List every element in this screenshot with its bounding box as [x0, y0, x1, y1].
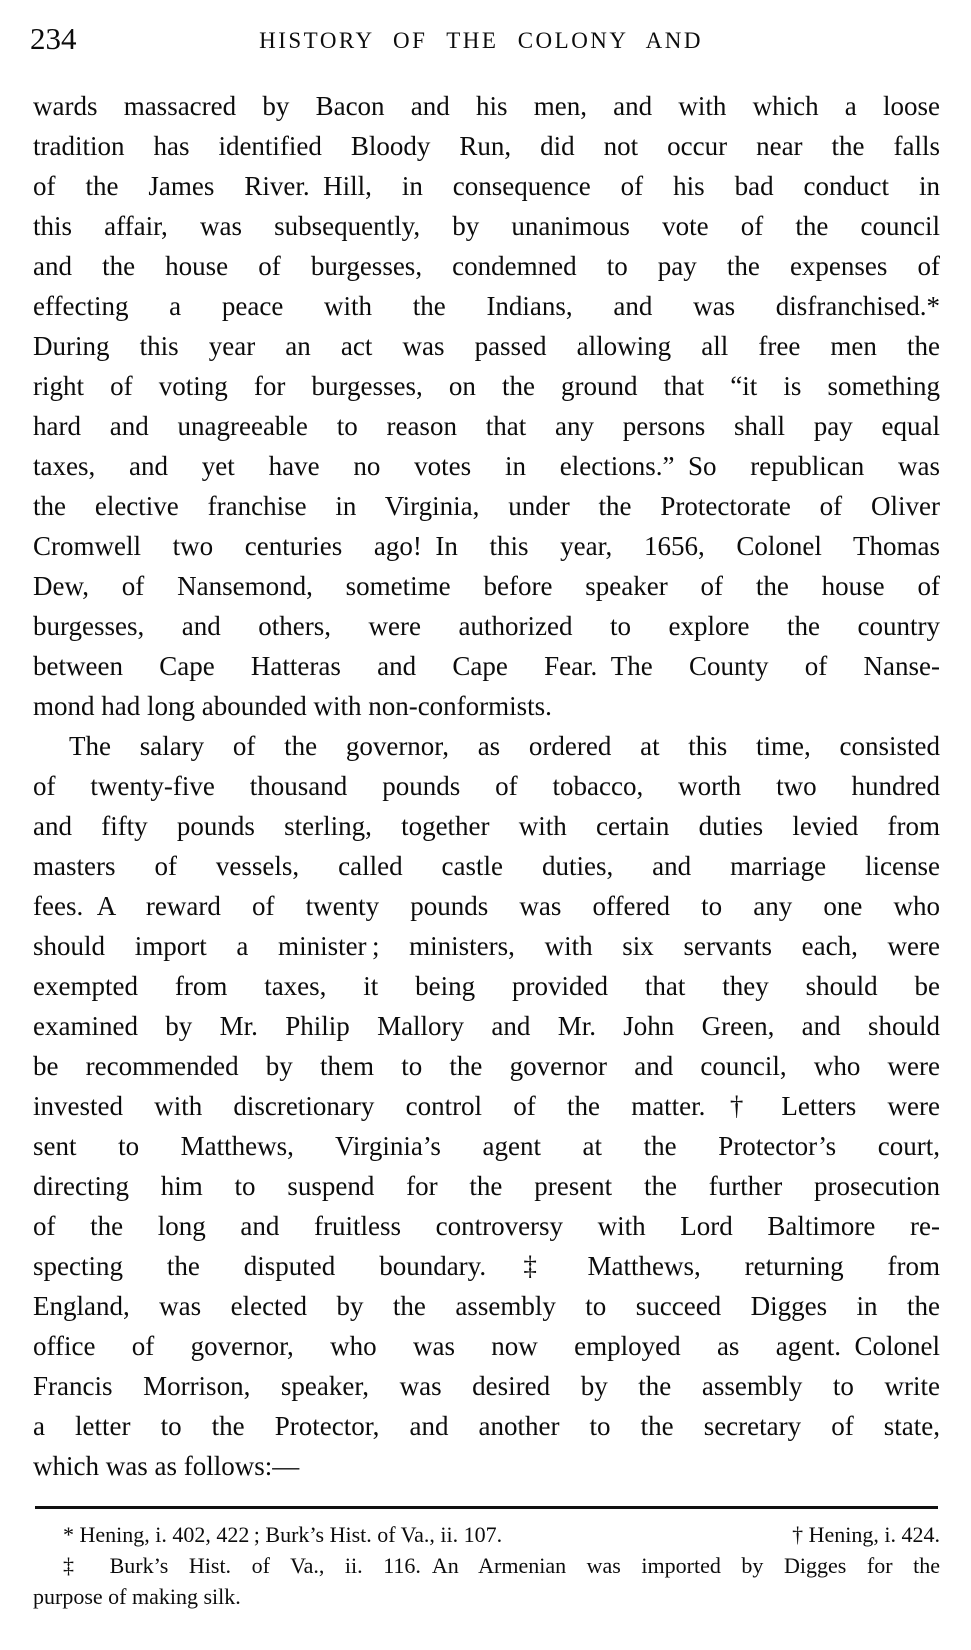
footnote-line: purpose of making silk. [33, 1584, 241, 1609]
body-line: of the long and fruitless controversy with Lord Baltimore re- [33, 1211, 940, 1241]
footnote-asterisk: * Hening, i. 402, 422 ; Burk’s Hist. of Va., ii. 107. [63, 1522, 503, 1547]
body-line: Dew, of Nansemond, sometime before speaker of the house of [33, 571, 940, 601]
running-title: HISTORY OF THE COLONY AND [259, 28, 703, 53]
body-line: and fifty pounds sterling, together with certain duties levied from [33, 811, 940, 841]
body-line: masters of vessels, called castle duties, and marriage license [33, 851, 940, 881]
body-line: be recommended by them to the governor and council, who were [33, 1051, 940, 1081]
body-line: between Cape Hatteras and Cape Fear. The County of Nanse- [33, 651, 940, 681]
body-line: The salary of the governor, as ordered at this time, consisted [69, 731, 940, 761]
body-line: sent to Matthews, Virginia’s agent at the Protector’s court, [33, 1131, 940, 1161]
body-line: wards massacred by Bacon and his men, and with which a loose [33, 91, 940, 121]
body-line: specting the disputed boundary.‡ Matthews, returning from [33, 1251, 940, 1281]
body-line: England, was elected by the assembly to succeed Digges in the [33, 1291, 940, 1321]
body-line: Francis Morrison, speaker, was desired by the assembly to write [33, 1371, 940, 1401]
body-line: right of voting for burgesses, on the ground that “it is something [33, 371, 940, 401]
body-line: fees. A reward of twenty pounds was offered to any one who [33, 891, 940, 921]
page-number: 234 [30, 21, 77, 56]
body-line: Cromwell two centuries ago! In this year, 1656, Colonel Thomas [33, 531, 940, 561]
footnote-divider [35, 1506, 938, 1509]
body-line: taxes, and yet have no votes in elections.” So republican was [33, 451, 940, 481]
body-line: invested with discretionary control of the matter.† Letters were [33, 1091, 940, 1121]
body-line: should import a minister ; ministers, with six servants each, were [33, 931, 940, 961]
body-line: mond had long abounded with non-conformists. [33, 691, 552, 721]
body-line: this affair, was subsequently, by unanimous vote of the council [33, 211, 940, 241]
body-line: which was as follows:— [33, 1451, 300, 1481]
body-line: tradition has identified Bloody Run, did not occur near the falls [33, 131, 940, 161]
footnote-dagger: † Hening, i. 424. [792, 1522, 940, 1547]
body-line: a letter to the Protector, and another to the secretary of state, [33, 1411, 940, 1441]
body-line: During this year an act was passed allowing all free men the [33, 331, 940, 361]
body-line: exempted from taxes, it being provided that they should be [33, 971, 940, 1001]
footnotes [33, 1519, 940, 1612]
body-line: examined by Mr. Philip Mallory and Mr. John Green, and should [33, 1011, 940, 1041]
body-line: of twenty-five thousand pounds of tobacco, worth two hundred [33, 771, 940, 801]
body-line: office of governor, who was now employed as agent. Colonel [33, 1331, 940, 1361]
body-line: of the James River. Hill, in consequence of his bad conduct in [33, 171, 940, 201]
body-line: burgesses, and others, were authorized to explore the country [33, 611, 940, 641]
body-line: directing him to suspend for the present the further prosecution [33, 1171, 940, 1201]
body-line: hard and unagreeable to reason that any persons shall pay equal [33, 411, 940, 441]
body-line: the elective franchise in Virginia, under the Protectorate of Oliver [33, 491, 940, 521]
page-header [0, 22, 971, 66]
body-line: effecting a peace with the Indians, and was disfranchised.* [33, 291, 940, 321]
footnote-line [33, 1519, 940, 1550]
body-text [33, 86, 940, 1486]
footnote-line: ‡ Burk’s Hist. of Va., ii. 116. An Armenian was imported by Digges for the [63, 1553, 940, 1578]
body-line: and the house of burgesses, condemned to pay the expenses of [33, 251, 940, 281]
